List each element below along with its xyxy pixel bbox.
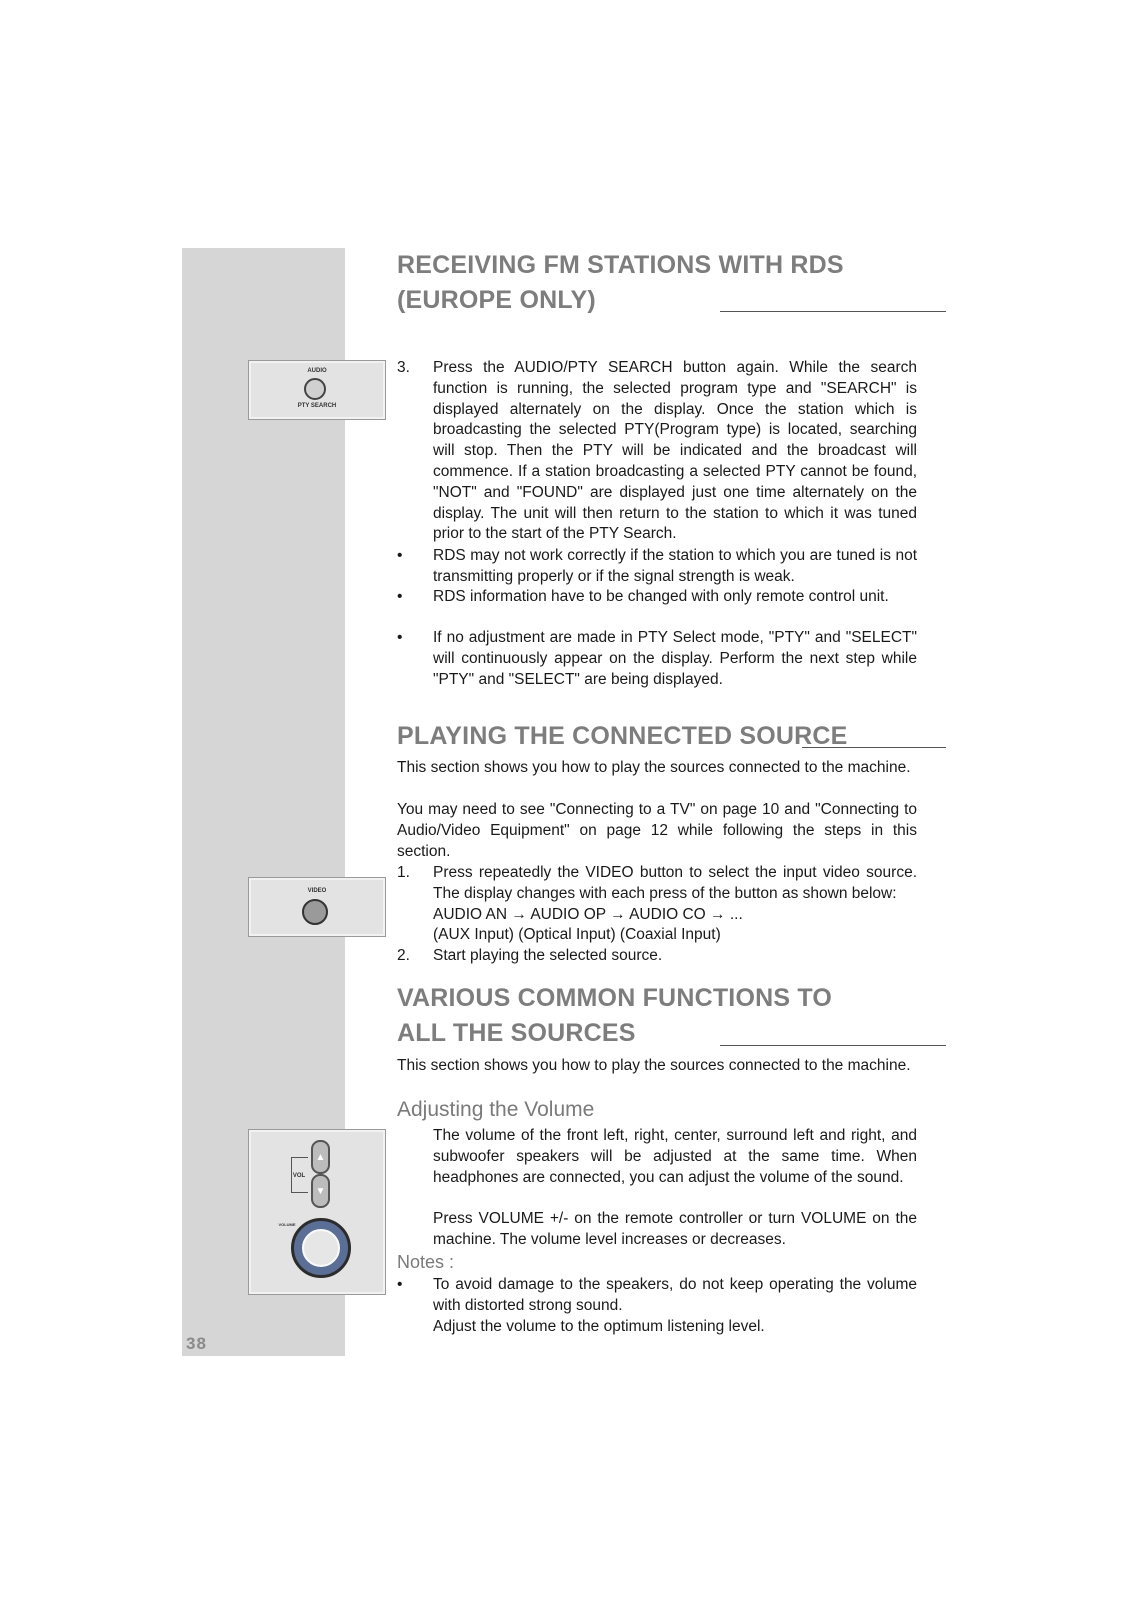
list-item	[397, 546, 917, 588]
item-marker: 2.	[397, 947, 410, 964]
video-label: VIDEO	[307, 888, 327, 894]
arrow-up-icon: ▲	[315, 1151, 326, 1163]
notes-heading: Notes :	[397, 1252, 455, 1272]
audio-pty-search-button-icon	[304, 378, 326, 400]
section-rule	[720, 1045, 946, 1046]
source-sequence-legend: (AUX Input) (Optical Input) (Coaxial Input)	[433, 926, 721, 944]
list-item	[397, 1275, 917, 1337]
item-marker: 1.	[397, 864, 410, 881]
audio-pty-search-panel	[248, 360, 386, 420]
bullet: •	[397, 547, 403, 564]
arrow-down-icon: ▼	[315, 1185, 326, 1197]
section-rule	[802, 747, 946, 748]
item-text: Start playing the selected source.	[433, 947, 663, 964]
volume-paragraph: Press VOLUME +/- on the remote controller or turn VOLUME on the machine. The volume level increases or decreases.	[433, 1210, 917, 1248]
volume-paragraph: The volume of the front left, right, center, surround left and right, and subwoofer speakers will be adjusted at the same time. When headphones are connected, you can adjust the volume of the sound.	[433, 1127, 917, 1186]
item-text-2: Adjust the volume to the optimum listening level.	[433, 1317, 765, 1335]
source-sequence: AUDIO AN → AUDIO OP → AUDIO CO → ...	[433, 905, 743, 923]
video-panel	[248, 877, 386, 937]
item-text: Press repeatedly the VIDEO button to select the input video source. The display changes with each press of the button as shown below:	[433, 864, 917, 902]
list-item	[397, 946, 917, 967]
section-intro: This section shows you how to play the sources connected to the machine.	[397, 1057, 911, 1074]
list-item	[397, 587, 917, 608]
subheading-adjusting-volume: Adjusting the Volume	[397, 1098, 595, 1121]
item-text: Press the AUDIO/PTY SEARCH button again. While the search function is running, the selected program type and "SEARCH" is displayed alternately on the display. Once the station which is broadcasting the selected PTY(Program type) is located, searching will stop. Then the PTY will be indicated and the broadcast will commence. If a station broadcasting a selected PTY cannot be found, "NOT" and "FOUND" are displayed just one time alternately on the display. The unit will then return to the station to which it was tuned prior to the start of the PTY Search.	[433, 359, 917, 543]
section-intro: You may need to see "Connecting to a TV" on page 10 and "Connecting to Audio/Video Equipment" on page 12 while following the steps in this section.	[397, 801, 917, 860]
section-title-common-line2: ALL THE SOURCES	[397, 1019, 636, 1047]
list-item	[397, 358, 917, 545]
volume-knob-center	[302, 1229, 340, 1267]
item-text: To avoid damage to the speakers, do not keep operating the volume with distorted strong sound.	[433, 1276, 917, 1314]
volume-down-button-icon	[311, 1174, 330, 1208]
list-item	[397, 628, 917, 690]
audio-label: AUDIO	[307, 368, 327, 374]
section-title-rds-line2: (EUROPE ONLY)	[397, 286, 596, 314]
volume-panel	[248, 1129, 386, 1295]
section-rule	[720, 311, 946, 312]
volume-up-button-icon	[311, 1140, 330, 1174]
section-title-rds-line1: RECEIVING FM STATIONS WITH RDS	[397, 251, 844, 279]
section-title-rds	[397, 248, 945, 318]
video-button-icon	[302, 899, 328, 925]
section-intro: This section shows you how to play the sources connected to the machine.	[397, 759, 911, 776]
volume-knob-label: VOLUME	[278, 1222, 296, 1227]
item-marker: 3.	[397, 359, 410, 376]
page-number: 38	[186, 1334, 207, 1353]
item-text: If no adjustment are made in PTY Select mode, "PTY" and "SELECT" will continuously appear on the display. Perform the next step while "PTY" and "SELECT" are being displayed.	[433, 629, 917, 688]
section-title-connected-source: PLAYING THE CONNECTED SOURCE	[397, 722, 848, 750]
vol-label: VOL	[292, 1173, 306, 1179]
bullet: •	[397, 629, 403, 646]
item-text: RDS may not work correctly if the station to which you are tuned is not transmitting properly or if the signal strength is weak.	[433, 547, 917, 585]
pty-search-label: PTY SEARCH	[297, 403, 337, 409]
item-text: RDS information have to be changed with only remote control unit.	[433, 588, 889, 605]
section-title-common-line1: VARIOUS COMMON FUNCTIONS TO	[397, 984, 833, 1012]
bullet: •	[397, 588, 403, 605]
list-item	[397, 863, 917, 946]
section-title-common-functions	[397, 981, 945, 1051]
volume-knob-icon	[291, 1218, 351, 1278]
bullet: •	[397, 1276, 403, 1293]
